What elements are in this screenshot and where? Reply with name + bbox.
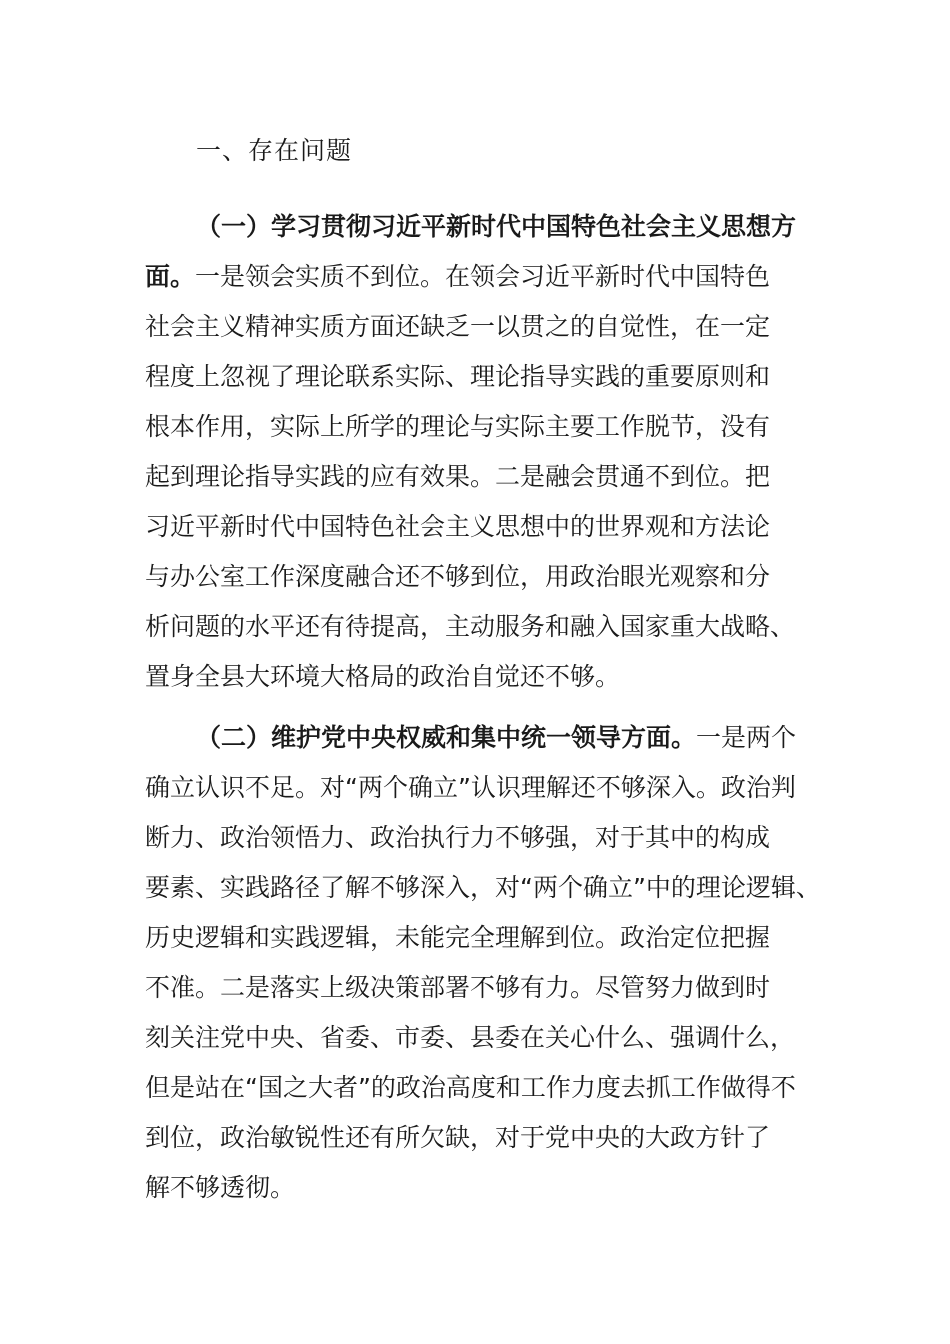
section-2-line: 断力、政治领悟力、政治执行力不够强，对于其中的构成 bbox=[145, 823, 771, 852]
section-1-line bbox=[145, 252, 815, 302]
section-2-line bbox=[145, 713, 815, 763]
section-1-line: 程度上忽视了理论联系实际、理论指导实践的重要原则和 bbox=[145, 362, 771, 391]
section-2-line: 不准。二是落实上级决策部署不够有力。尽管努力做到时 bbox=[145, 973, 771, 1002]
section-1-line: 与办公室工作深度融合还不够到位，用政治眼光观察和分 bbox=[145, 562, 771, 591]
paragraph-section-1 bbox=[145, 202, 815, 702]
section-2-line: 但是站在“国之大者”的政治高度和工作力度去抓工作做得不 bbox=[145, 1073, 796, 1102]
section-1-title-line-2: 面。 bbox=[145, 262, 196, 291]
section-heading: 一、存在问题 bbox=[196, 136, 353, 165]
section-1-title-line-1: （一）学习贯彻习近平新时代中国特色社会主义思想方 bbox=[196, 212, 797, 241]
section-1-line: 社会主义精神实质方面还缺乏一以贯之的自觉性，在一定 bbox=[145, 312, 771, 341]
section-2-line: 到位，政治敏锐性还有所欠缺，对于党中央的大政方针了 bbox=[145, 1123, 771, 1152]
section-2-line: 确立认识不足。对“两个确立”认识理解还不够深入。政治判 bbox=[145, 773, 796, 802]
section-2-line: 历史逻辑和实践逻辑，未能完全理解到位。政治定位把握 bbox=[145, 923, 771, 952]
section-1-line: 起到理论指导实践的应有效果。二是融会贯通不到位。把 bbox=[145, 462, 771, 491]
section-2-title: （二）维护党中央权威和集中统一领导方面。 bbox=[196, 723, 697, 752]
section-2-text: 一是两个 bbox=[696, 723, 797, 752]
section-2-line: 刻关注党中央、省委、市委、县委在关心什么、强调什么， bbox=[145, 1023, 796, 1052]
paragraph-section-2 bbox=[145, 713, 821, 1213]
section-2-line: 要素、实践路径了解不够深入，对“两个确立”中的理论逻辑、 bbox=[145, 873, 821, 902]
section-2-line: 解不够透彻。 bbox=[145, 1173, 296, 1202]
section-1-text: 一是领会实质不到位。在领会习近平新时代中国特色 bbox=[195, 262, 771, 291]
section-1-line: 根本作用，实际上所学的理论与实际主要工作脱节，没有 bbox=[145, 412, 771, 441]
section-1-line: 习近平新时代中国特色社会主义思想中的世界观和方法论 bbox=[145, 512, 771, 541]
section-1-line: 置身全县大环境大格局的政治自觉还不够。 bbox=[145, 662, 621, 691]
section-1-line: 析问题的水平还有待提高，主动服务和融入国家重大战略、 bbox=[145, 612, 796, 641]
